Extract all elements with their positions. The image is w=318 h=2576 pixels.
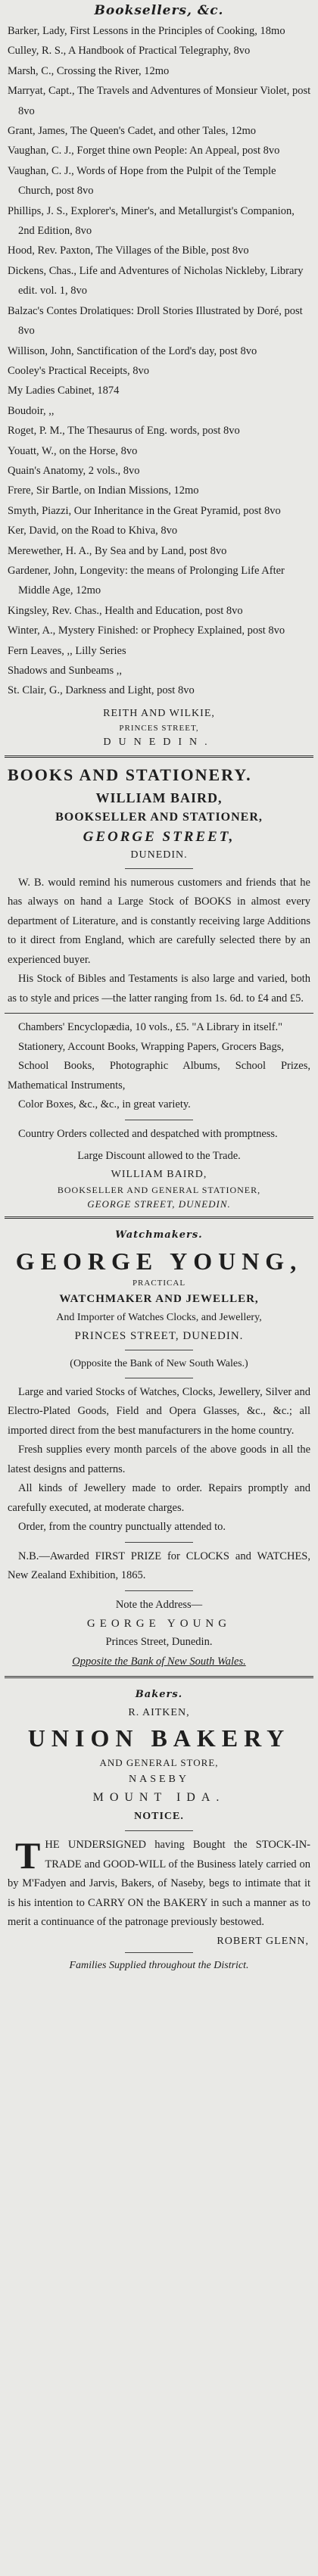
divider [5,1676,313,1678]
young-note: Note the Address— [115,1598,203,1611]
bakery-place: NASEBY [128,1774,189,1786]
book-entry: Grant, James, The Queen's Cadet, and other Tales, 12mo [8,125,257,138]
divider [125,1952,193,1953]
young-address-name: GEORGE YOUNG [86,1618,232,1631]
book-entry: Winter, A., Mystery Finished: or Prophecy Explained, post 8vo [8,625,285,637]
firm-street: PRINCES STREET, [119,723,199,733]
bakery-proprietor: R. AITKEN, [128,1707,190,1719]
bakery-signature: ROBERT GLENN, [217,1935,309,1947]
book-entry: Balzac's Contes Drolatiques: Droll Stories Illustrated by Doré, post 8vo [8,304,303,338]
baird-heading: BOOKS AND STATIONERY. [8,765,252,784]
book-entry: Roget, P. M., The Thesaurus of Eng. words, post 8vo [8,425,240,438]
young-paragraph: Large and varied Stocks of Watches, Clocks, Jewellery, Silver and Electro-Plated Goods, Field and Opera Glasses, &c., &c.; all imported direct from the best manufacturers in the home country. [8,1385,310,1437]
bakery-notice: NOTICE. [134,1811,184,1823]
young-trade: WATCHMAKER AND JEWELLER, [59,1292,259,1305]
firm-city: DUNEDIN. [103,736,215,748]
young-paragraph: Order, from the country punctually attended to. [18,1521,226,1534]
young-street: PRINCES STREET, DUNEDIN. [74,1329,244,1342]
bakery-body-text: HE UNDERSIGNED having Bought the STOCK-IN-TRADE and GOOD-WILL of the Business lately carried on by M'Fadyen and Jarvis, Bakers, of Naseby, begs to intimate that it is his intention to CARRY ON the BAKERY in such a manner as to merit a continuance of the patronage previously bestowed. [8,1839,310,1929]
section-title-booksellers: Booksellers, &c. [94,3,224,18]
baird-paragraph: His Stock of Bibles and Testaments is also large and varied, both as to style and prices —the latter ranging from 1s. 6d. to £4 and £5. [8,973,310,1005]
baird-paragraph: W. B. would remind his numerous customers and friends that he has always on hand a Large Stock of BOOKS in almost every department of Literature, and is constantly receiving large Additions to it direct from England, which are carefully selected there by an experienced buyer. [8,876,310,966]
book-entry: Smyth, Piazzi, Our Inheritance in the Great Pyramid, post 8vo [8,504,281,517]
young-importer: And Importer of Watches Clocks, and Jewellery, [56,1311,262,1323]
bakery-footer: Families Supplied throughout the District. [69,1959,249,1971]
young-address-opposite: Opposite the Bank of New South Wales. [72,1655,246,1668]
baird-trade: BOOKSELLER AND STATIONER, [55,810,263,824]
book-entry: Hood, Rev. Paxton, The Villages of the Bible, post 8vo [8,245,249,257]
section-title-bakers: Bakers. [135,1689,183,1701]
baird-paragraph: Chambers' Encyclopædia, 10 vols., £5. "A Library in itself." [18,1021,283,1034]
book-entry: Vaughan, C. J., Words of Hope from the Pulpit of the Temple Church, post 8vo [8,164,276,198]
baird-signature-trade: BOOKSELLER AND GENERAL STATIONER, [57,1184,261,1195]
book-entry: Culley, R. S., A Handbook of Practical Telegraphy, 8vo [8,45,251,58]
young-address-street: Princes Street, Dunedin. [105,1636,213,1649]
young-opposite: (Opposite the Bank of New South Wales.) [70,1357,248,1369]
baird-paragraph: School Books, Photographic Albums, School Prizes, Mathematical Instruments, [8,1060,310,1092]
book-entry: Willison, John, Sanctification of the Lord's day, post 8vo [8,344,257,357]
book-entry: Marryat, Capt., The Travels and Adventures of Monsieur Violet, post 8vo [8,85,311,117]
book-entry: Ker, David, on the Road to Khiva, 8vo [8,525,178,537]
baird-discount: Large Discount allowed to the Trade. [77,1150,241,1163]
baird-signature-name: WILLIAM BAIRD, [111,1168,207,1180]
book-entry: Frere, Sir Bartle, on Indian Missions, 12mo [8,484,199,497]
book-entry: Merewether, H. A., By Sea and by Land, post 8vo [8,544,227,557]
divider [125,1590,193,1591]
baird-paragraph: Stationery, Account Books, Wrapping Papers, Grocers Bags, [18,1040,284,1053]
bakery-sub: AND GENERAL STORE, [99,1757,219,1769]
baird-paragraph: Color Boxes, &c., &c., in great variety. [18,1098,191,1111]
book-entry: Fern Leaves, ,, Lilly Series [8,644,126,657]
book-entry: Dickens, Chas., Life and Adventures of Nicholas Nickleby, Library edit. vol. 1, 8vo [8,264,304,297]
book-entry: St. Clair, G., Darkness and Light, post 8vo [8,684,195,697]
book-entry: Barker, Lady, First Lessons in the Principles of Cooking, 18mo [8,25,285,37]
young-practical: PRACTICAL [132,1278,186,1288]
book-entry: Phillips, J. S., Explorer's, Miner's, and Metallurgist's Companion, 2nd Edition, 8vo [8,204,295,238]
section-title-watchmakers: Watchmakers. [115,1229,203,1241]
book-entry: Kingsley, Rev. Chas., Health and Education, post 8vo [8,604,243,617]
bakery-mount: MOUNT IDA. [92,1791,226,1805]
baird-signature-address: GEORGE STREET, DUNEDIN. [87,1198,231,1210]
bakery-body [0,1836,318,1933]
book-entry: Boudoir, ,, [8,404,55,417]
book-entry: Quain's Anatomy, 2 vols., 8vo [8,464,140,477]
bakery-heading: UNION BAKERY [27,1724,291,1752]
young-heading: GEORGE YOUNG, [15,1247,303,1275]
baird-advert [0,762,318,1212]
bakers-advert [0,1683,318,1974]
watchmakers-advert [0,1223,318,1672]
divider [125,1542,193,1543]
young-paragraph: All kinds of Jewellery made to order. Repairs promptly and carefully executed, at moderate charges. [8,1482,310,1514]
baird-street: GEORGE STREET, [83,828,235,845]
divider [125,1830,193,1831]
book-entry: My Ladies Cabinet, 1874 [8,385,120,397]
book-list [0,20,318,701]
divider [125,868,193,869]
young-award: N.B.—Awarded FIRST PRIZE for CLOCKS and WATCHES, New Zealand Exhibition, 1865. [8,1550,310,1582]
drop-cap: T [15,1834,41,1877]
baird-name: WILLIAM BAIRD, [95,790,223,805]
book-entry: Gardener, John, Longevity: the means of Prolonging Life After Middle Age, 12mo [8,564,285,597]
divider [5,1013,313,1014]
young-paragraph: Fresh supplies every month parcels of the above goods in all the latest designs and patterns. [8,1444,310,1475]
book-entry: Cooley's Practical Receipts, 8vo [8,364,150,377]
baird-paragraph: Country Orders collected and despatched with promptness. [18,1127,278,1140]
book-entry: Marsh, C., Crossing the River, 12mo [8,64,170,77]
firm-name: REITH AND WILKIE, [103,707,215,719]
baird-city: DUNEDIN. [130,849,188,861]
book-entry: Shadows and Sunbeams ,, [8,665,123,677]
booksellers-section [0,0,318,751]
book-entry: Vaughan, C. J., Forget thine own People: An Appeal, post 8vo [8,145,280,157]
book-entry: Youatt, W., on the Horse, 8vo [8,444,138,457]
divider [5,755,313,758]
divider [5,1216,313,1219]
